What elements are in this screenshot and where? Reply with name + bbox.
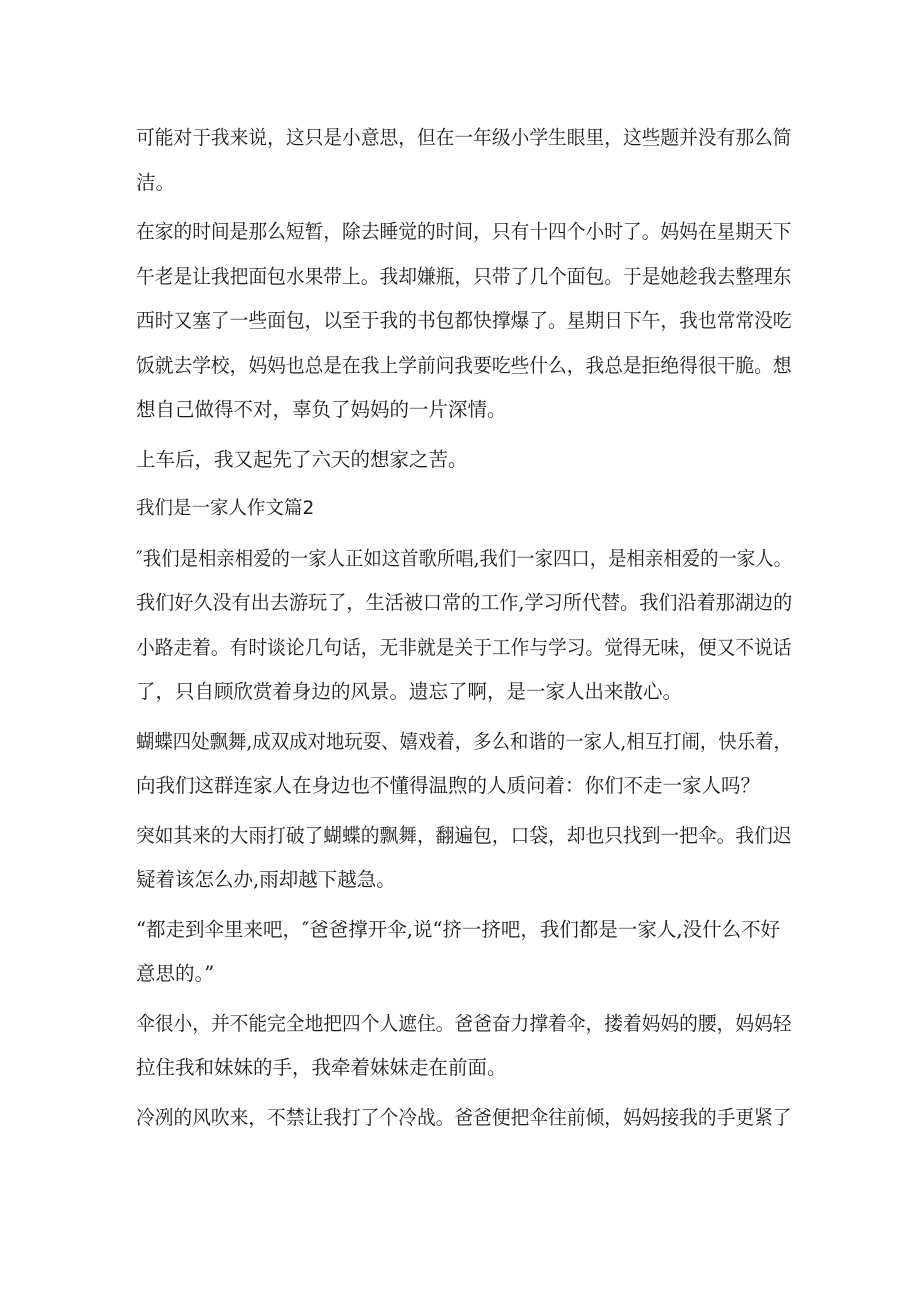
text-line: 洁。 — [136, 170, 176, 194]
document-body — [136, 116, 792, 1145]
paragraph — [136, 438, 792, 483]
paragraph — [136, 720, 792, 809]
text-line: 突如其来的大雨打破了蝴蝶的飘舞，翻遍包，口袋，却也只找到一把伞。我们迟 — [136, 823, 792, 847]
text-line: 了，只自顾欣赏着身边的风景。遗忘了啊，是一家人出来散心。 — [136, 680, 683, 703]
text-line: “都走到伞里来吧，″爸爸撑开伞,说“挤一挤吧，我们都是一家人,没什么不好 — [136, 917, 781, 941]
text-line: 上车后，我又起先了六天的想家之苦。 — [136, 447, 468, 471]
paragraph — [136, 116, 792, 205]
text-line: 我们是一家人作文篇2 — [136, 498, 315, 519]
text-line: 小路走着。有时谈论几句话，无非就是关于工作与学习。觉得无味，便又不说话 — [136, 635, 792, 659]
section-heading — [136, 487, 792, 532]
text-line: 我们好久没有出去游玩了，生活被口常的工作,学习所代替。我们沿着那湖边的 — [136, 591, 793, 614]
text-line: 午老是让我把面包水果带上。我却嫌瓶，只带了几个面包。于是她趁我去整理东 — [136, 264, 792, 288]
paragraph — [136, 537, 792, 715]
text-line: 伞很小，并不能完全地把四个人遮住。爸爸奋力撑着伞，搂着妈妈的腰，妈妈轻 — [136, 1011, 792, 1035]
text-line: ″我们是相亲相爱的一家人正如这首歌所唱,我们一家四口，是相亲相爱的一家人。 — [136, 546, 792, 570]
paragraph — [136, 1096, 792, 1141]
text-line: 向我们这群连家人在身边也不懂得温煦的人质问着：你们不走一家人吗？ — [136, 774, 761, 797]
text-line: 可能对于我来说，这只是小意思，但在一年级小学生眼里，这些题并没有那么简 — [136, 126, 792, 149]
text-line: 西时又塞了一些面包，以至于我的书包都快撑爆了。星期日下午，我也常常没吃 — [136, 309, 792, 332]
text-line: 意思的。” — [136, 962, 215, 985]
paragraph-gap — [136, 1140, 792, 1145]
text-line: 在家的时间是那么短暂，除去睡觉的时间，只有十四个小时了。妈妈在星期天下 — [136, 220, 792, 243]
text-line: 疑着该怎么办,雨却越下越急。 — [136, 868, 396, 891]
paragraph — [136, 1002, 792, 1091]
paragraph — [136, 210, 792, 433]
text-line: 饭就去学校，妈妈也总是在我上学前问我要吃些什么，我总是拒绝得很干脆。想 — [136, 353, 792, 377]
paragraph — [136, 814, 792, 903]
text-line: 蝴蝶四处飘舞,成双成对地玩耍、嬉戏着，多么和谐的一家人,相互打闹，快乐着， — [136, 729, 792, 753]
text-line: 拉住我和妹妹的手，我牵着妹妹走在前面。 — [136, 1056, 507, 1079]
text-line: 冷冽的风吹来，不禁让我打了个冷战。爸爸便把伞往前倾，妈妈接我的手更紧了 — [136, 1105, 792, 1129]
paragraph — [136, 908, 792, 997]
text-line: 想自己做得不对，辜负了妈妈的一片深情。 — [136, 398, 507, 421]
